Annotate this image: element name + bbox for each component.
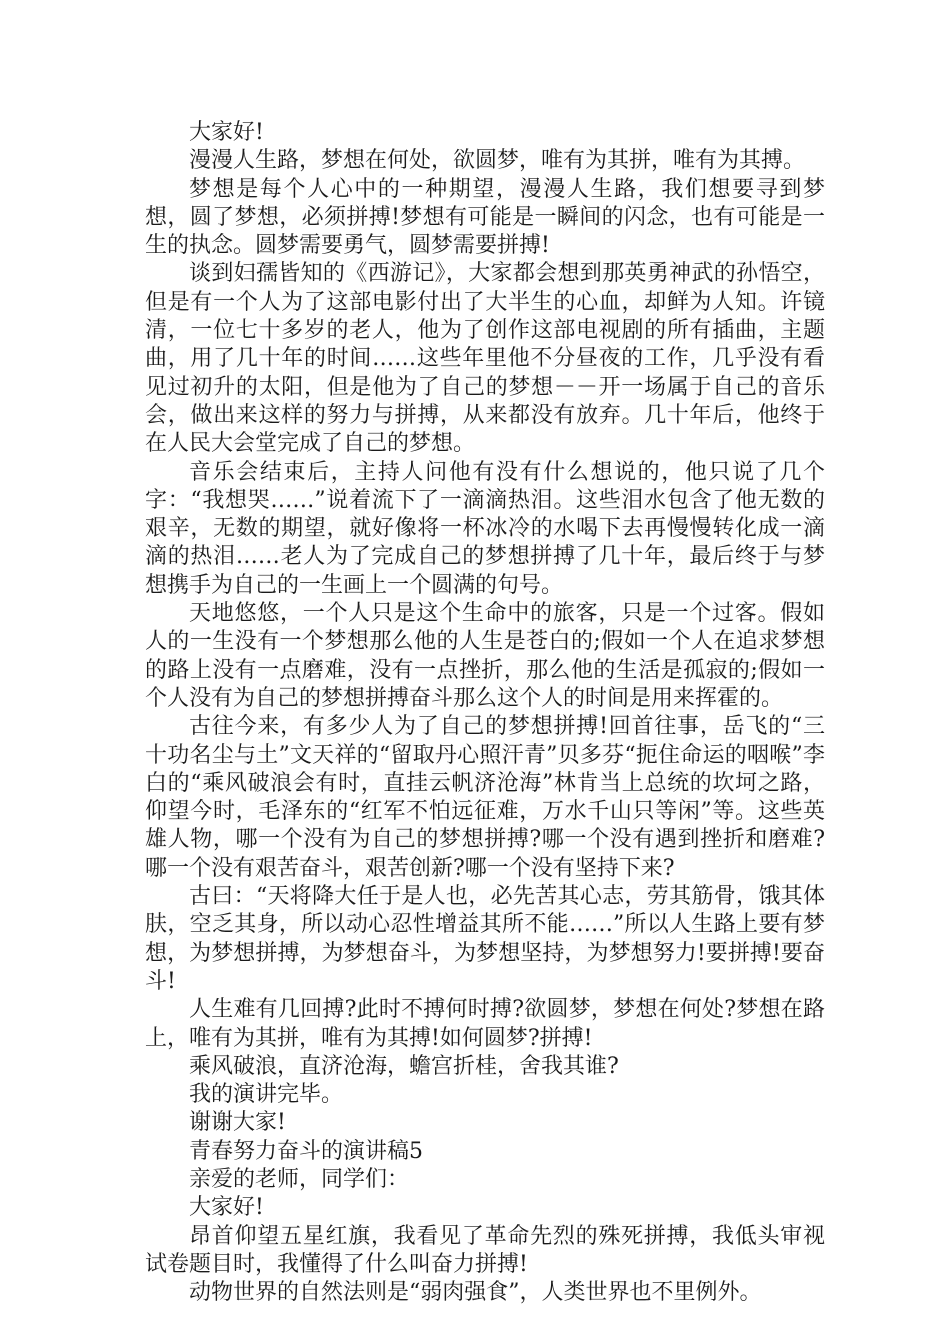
- paragraph-thanks: 谢谢大家!: [189, 1110, 286, 1136]
- paragraph-dream-definition: 梦想是每个人心中的一种期望，漫漫人生路，我们想要寻到梦想，圆了梦想，必须拼搏!梦想有可能是一瞬间的闪念，也有可能是一生的执念。圆梦需要勇气，圆梦需要拼搏!: [145, 176, 825, 259]
- paragraph-greeting-2: 大家好!: [189, 1195, 264, 1221]
- paragraph-greeting: 大家好!: [189, 120, 264, 145]
- section-title: 青春努力奋斗的演讲稿5: [189, 1138, 423, 1164]
- document-body: [145, 119, 825, 1307]
- paragraph-life-traveler: 天地悠悠，一个人只是这个生命中的旅客，只是一个过客。假如人的一生没有一个梦想那么他的人生是苍白的;假如一个人在追求梦想的路上没有一点磨难，没有一点挫折，那么他的生活是孤寂的;假如一个人没有为自己的梦想拼搏奋斗那么这个人的时间是用来挥霍的。: [145, 601, 825, 711]
- paragraph-speech-end: 我的演讲完毕。: [189, 1082, 344, 1108]
- paragraph-journey-to-west: 谈到妇孺皆知的《西游记》，大家都会想到那英勇神武的孙悟空，但是有一个人为了这部电影付出了大半生的心血，却鲜为人知。许镜清，一位七十多岁的老人，他为了创作这部电视剧的所有插曲，主题曲，用了几十年的时间……这些年里他不分昼夜的工作，几乎没有看见过初升的太阳，但是他为了自己的梦想－－开一场属于自己的音乐会，做出来这样的努力与拼搏，从来都没有放弃。几十年后，他终于在人民大会堂完成了自己的梦想。: [145, 261, 825, 457]
- paragraph-heroes: 古往今来，有多少人为了自己的梦想拼搏!回首往事，岳飞的“三十功名尘与土”文天祥的“留取丹心照汗青”贝多芬“扼住命运的咽喉”李白的“乘风破浪会有时，直挂云帆济沧海”林肯当上总统的坎坷之路，仰望今时，毛泽东的“红军不怕远征难，万水千山只等闲”等。这些英雄人物，哪一个没有为自己的梦想拼搏?哪一个没有遇到挫折和磨难?哪一个没有艰苦奋斗，艰苦创新?哪一个没有坚持下来?: [145, 714, 825, 881]
- paragraph-ride-wind: 乘风破浪，直济沧海，蟾宫折桂，舍我其谁?: [189, 1053, 619, 1079]
- paragraph-flag: 昂首仰望五星红旗，我看见了革命先烈的殊死拼搏，我低头审视试卷题目时，我懂得了什么叫奋力拼搏!: [145, 1223, 825, 1277]
- paragraph-concert: 音乐会结束后，主持人问他有没有什么想说的，他只说了几个字：“我想哭……”说着流下了一滴滴热泪。这些泪水包含了他无数的艰辛，无数的期望，就好像将一杯冰冷的水喝下去再慢慢转化成一滴滴的热泪……老人为了完成自己的梦想拼搏了几十年，最后终于与梦想携手为自己的一生画上一个圆满的句号。: [145, 459, 825, 598]
- paragraph-ancient-saying: 古曰：“天将降大任于是人也，必先苦其心志，劳其筋骨，饿其体肤，空乏其身，所以动心忍性增益其所不能……”所以人生路上要有梦想，为梦想拼搏，为梦想奋斗，为梦想坚持，为梦想努力!要拼搏!要奋斗!: [145, 884, 825, 994]
- paragraph-intro: 漫漫人生路，梦想在何处，欲圆梦，唯有为其拼，唯有为其搏。: [189, 148, 806, 174]
- paragraph-salutation: 亲爱的老师，同学们：: [189, 1166, 410, 1192]
- paragraph-nature-law: 动物世界的自然法则是“弱肉强食”，人类世界也不里例外。: [189, 1280, 762, 1306]
- paragraph-strive: 人生难有几回搏?此时不搏何时搏?欲圆梦，梦想在何处?梦想在路上，唯有为其拼，唯有为其搏!如何圆梦?拼搏!: [145, 997, 825, 1051]
